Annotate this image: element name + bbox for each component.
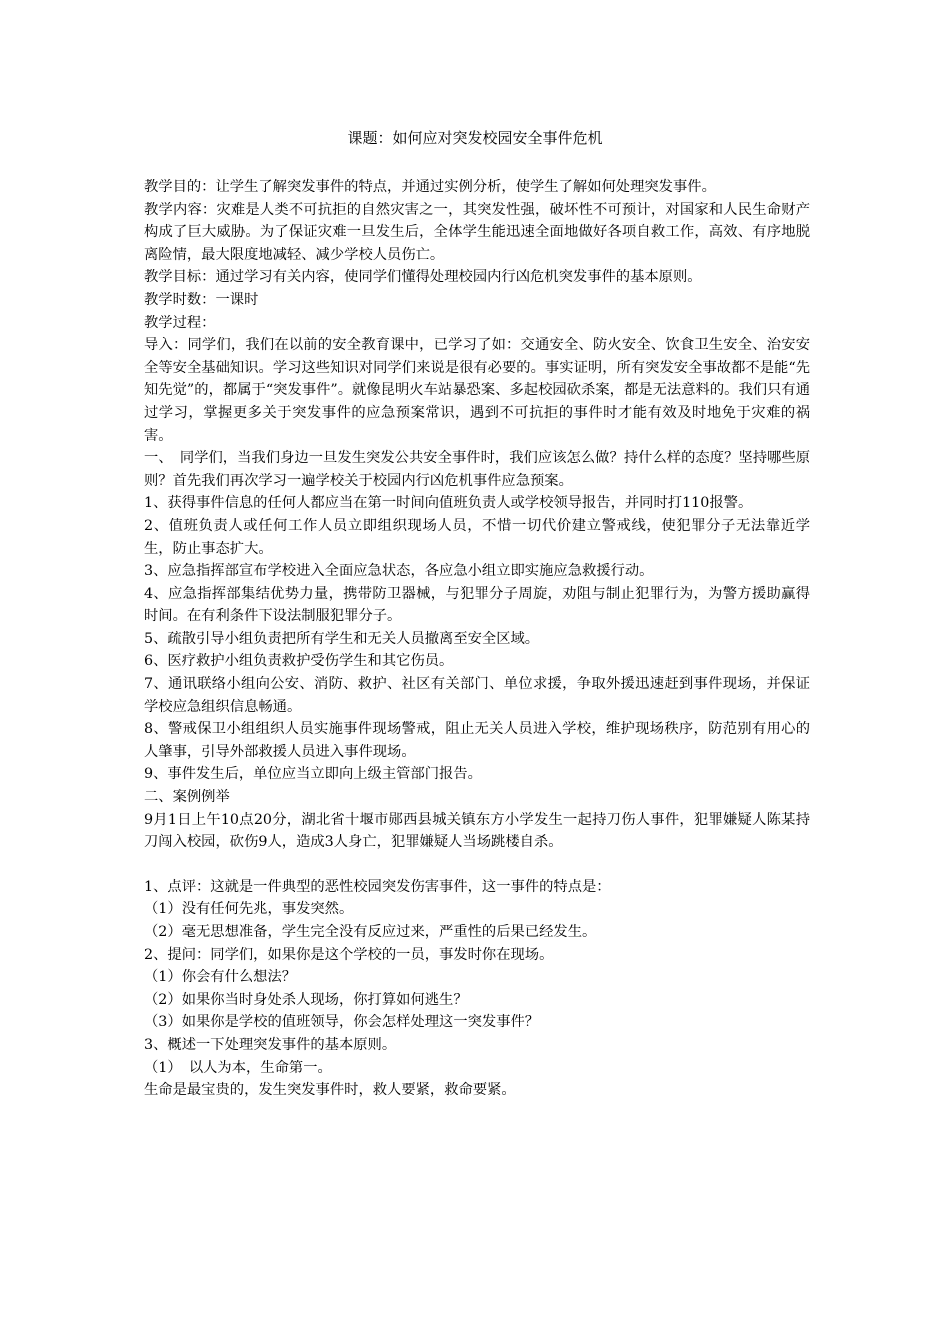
list-item-plan-8: 8、警戒保卫小组组织人员实施事件现场警戒，阻止无关人员进入学校，维护现场秩序，防范别有用心的人肇事，引导外部救援人员进入事件现场。 bbox=[144, 721, 810, 760]
list-item-plan-9: 9、事件发生后，单位应当立即向上级主管部门报告。 bbox=[144, 766, 482, 783]
list-item-question-3: （3）如果你是学校的值班领导，你会怎样处理这一突发事件？ bbox=[144, 1014, 540, 1031]
document-body bbox=[144, 176, 810, 1102]
paragraph-principles: 3、概述一下处理突发事件的基本原则。 bbox=[144, 1036, 397, 1053]
list-item-question-2: （2）如果你当时身处杀人现场，你打算如何逃生？ bbox=[144, 991, 468, 1008]
list-item-question-1: （1）你会有什么想法？ bbox=[144, 969, 297, 986]
paragraph-principle-1-detail: 生命是最宝贵的，发生突发事件时，救人要紧，救命要紧。 bbox=[144, 1082, 516, 1099]
paragraph-teaching-content: 教学内容：灾难是人类不可抗拒的自然灾害之一，其突发性强，破坏性不可预计，对国家和人民生命财产构成了巨大威胁。为了保证灾难一旦发生后，全体学生能迅速全面地做好各项自救工作，高效、有序地脱离险情，最大限度地减轻、减少学校人员伤亡。 bbox=[144, 201, 810, 263]
list-item-plan-3: 3、应急指挥部宣布学校进入全面应急状态，各应急小组立即实施应急救援行动。 bbox=[144, 563, 654, 580]
list-item-plan-4: 4、应急指挥部集结优势力量，携带防卫器械，与犯罪分子周旋，劝阻与制止犯罪行为，为警方援助赢得时间。在有利条件下设法制服犯罪分子。 bbox=[144, 585, 810, 625]
paragraph-teaching-goal: 教学目标：通过学习有关内容，使同学们懂得处理校园内行凶危机突发事件的基本原则。 bbox=[144, 269, 702, 286]
list-item-feature-2: （2）毫无思想准备，学生完全没有反应过来，严重性的后果已经发生。 bbox=[144, 924, 597, 940]
paragraph-case-description: 9月1日上午10点20分，湖北省十堰市郧西县城关镇东方小学发生一起持刀伤人事件，犯罪嫌疑人陈某持刀闯入校园，砍伤9人，造成3人身亡，犯罪嫌疑人当场跳楼自杀。 bbox=[144, 811, 810, 851]
paragraph-teaching-hours: 教学时数：一课时 bbox=[144, 291, 259, 308]
paragraph-teaching-purpose: 教学目的：让学生了解突发事件的特点，并通过实例分析，使学生了解如何处理突发事件。 bbox=[144, 179, 716, 195]
paragraph-teaching-process: 教学过程： bbox=[144, 314, 216, 331]
list-item-plan-6: 6、医疗救护小组负责救护受伤学生和其它伤员。 bbox=[144, 653, 454, 670]
list-item-plan-1: 1、获得事件信息的任何人都应当在第一时间向值班负责人或学校领导报告，并同时打110报警。 bbox=[144, 495, 753, 512]
paragraph-section-one: 一、 同学们，当我们身边一旦发生突发公共安全事件时，我们应该怎么做？持什么样的态度？坚持哪些原则？首先我们再次学习一遍学校关于校园内行凶危机事件应急预案。 bbox=[144, 450, 810, 489]
blank-line bbox=[144, 854, 810, 876]
paragraph-comment: 1、点评：这就是一件典型的恶性校园突发伤害事件，这一事件的特点是： bbox=[144, 878, 611, 895]
paragraph-introduction: 导入：同学们，我们在以前的安全教育课中，已学习了如：交通安全、防火安全、饮食卫生安全、治安安全等安全基础知识。学习这些知识对同学们来说是很有必要的。事实证明，所有突发安全事故都不是能“先知先觉”的，都属于“突发事件”。就像昆明火车站暴恐案、多起校园砍杀案，都是无法意料的。我们只有通过学习，掌握更多关于突发事件的应急预案常识，遇到不可抗拒的事件时才能有效及时地免于灾难的祸害。 bbox=[144, 337, 810, 444]
paragraph-question: 2、提问：同学们，如果你是这个学校的一员，事发时你在现场。 bbox=[144, 946, 554, 963]
list-item-plan-2: 2、值班负责人或任何工作人员立即组织现场人员，不惜一切代价建立警戒线，使犯罪分子无法靠近学生，防止事态扩大。 bbox=[144, 517, 810, 557]
list-item-principle-1: （1） 以人为本，生命第一。 bbox=[144, 1059, 332, 1076]
document-title: 课题：如何应对突发校园安全事件危机 bbox=[347, 129, 603, 147]
list-item-plan-7: 7、通讯联络小组向公安、消防、救护、社区有关部门、单位求援，争取外援迅速赶到事件现场，并保证学校应急组织信息畅通。 bbox=[144, 676, 810, 715]
list-item-feature-1: （1）没有任何先兆，事发突然。 bbox=[144, 901, 354, 918]
list-item-plan-5: 5、疏散引导小组负责把所有学生和无关人员撤离至安全区域。 bbox=[144, 630, 540, 647]
section-heading-case: 二、案例例举 bbox=[144, 789, 230, 806]
